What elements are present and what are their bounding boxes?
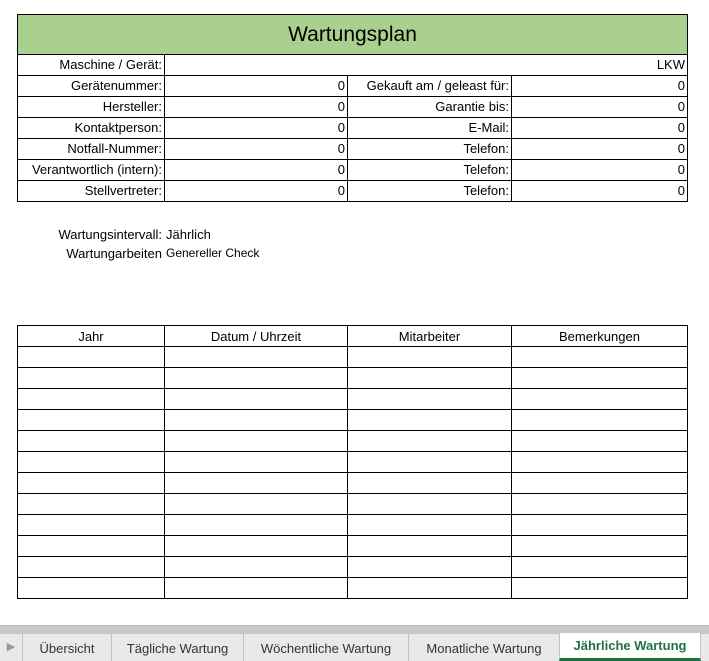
- info-left-label[interactable]: Hersteller:: [18, 97, 165, 118]
- info-left-label[interactable]: Gerätenummer:: [18, 76, 165, 97]
- log-cell[interactable]: [18, 410, 165, 431]
- log-row: [18, 494, 688, 515]
- log-cell[interactable]: [512, 557, 688, 578]
- log-row: [18, 578, 688, 599]
- info-row: [18, 97, 688, 118]
- info-left-label[interactable]: Verantwortlich (intern):: [18, 160, 165, 181]
- log-cell[interactable]: [348, 494, 512, 515]
- tasks-value[interactable]: Genereller Check: [166, 246, 260, 260]
- log-row: [18, 368, 688, 389]
- tab-uebersicht[interactable]: Übersicht: [22, 634, 111, 661]
- info-left-value[interactable]: 0: [165, 76, 348, 97]
- info-right-value[interactable]: 0: [512, 139, 688, 160]
- log-row: [18, 431, 688, 452]
- info-left-label[interactable]: Stellvertreter:: [18, 181, 165, 202]
- log-cell[interactable]: [165, 473, 348, 494]
- log-row: [18, 452, 688, 473]
- info-left-value[interactable]: 0: [165, 139, 348, 160]
- log-cell[interactable]: [18, 389, 165, 410]
- log-cell[interactable]: [165, 347, 348, 368]
- info-right-label[interactable]: Telefon:: [348, 181, 512, 202]
- tab-woechentliche-wartung[interactable]: Wöchentliche Wartung: [243, 634, 408, 661]
- info-right-value[interactable]: 0: [512, 181, 688, 202]
- log-cell[interactable]: [512, 389, 688, 410]
- interval-value[interactable]: Jährlich: [166, 227, 211, 242]
- sheet-title[interactable]: Wartungsplan: [18, 15, 688, 55]
- log-cell[interactable]: [512, 410, 688, 431]
- log-cell[interactable]: [165, 389, 348, 410]
- info-row: [18, 76, 688, 97]
- log-cell[interactable]: [165, 431, 348, 452]
- log-cell[interactable]: [18, 557, 165, 578]
- tab-jaehrliche-wartung[interactable]: Jährliche Wartung: [559, 633, 701, 661]
- log-cell[interactable]: [348, 431, 512, 452]
- info-row: [18, 139, 688, 160]
- log-cell[interactable]: [348, 389, 512, 410]
- log-cell[interactable]: [348, 410, 512, 431]
- info-row: [18, 118, 688, 139]
- log-cell[interactable]: [348, 536, 512, 557]
- log-header-cell[interactable]: Mitarbeiter: [348, 326, 512, 347]
- log-cell[interactable]: [165, 410, 348, 431]
- log-row: [18, 515, 688, 536]
- info-right-label[interactable]: Telefon:: [348, 160, 512, 181]
- info-left-value[interactable]: 0: [165, 97, 348, 118]
- info-right-value[interactable]: 0: [512, 76, 688, 97]
- info-left-value[interactable]: 0: [165, 181, 348, 202]
- info-right-value[interactable]: 0: [512, 118, 688, 139]
- log-cell[interactable]: [18, 368, 165, 389]
- info-left-label[interactable]: Kontaktperson:: [18, 118, 165, 139]
- log-cell[interactable]: [18, 494, 165, 515]
- log-cell[interactable]: [18, 347, 165, 368]
- tasks-label[interactable]: Wartungarbeiten: [66, 246, 162, 261]
- log-row: [18, 347, 688, 368]
- log-cell[interactable]: [512, 515, 688, 536]
- log-header-cell[interactable]: Datum / Uhrzeit: [165, 326, 348, 347]
- log-row: [18, 536, 688, 557]
- info-right-value[interactable]: 0: [512, 160, 688, 181]
- log-cell[interactable]: [18, 452, 165, 473]
- info-right-label[interactable]: Garantie bis:: [348, 97, 512, 118]
- log-cell[interactable]: [348, 515, 512, 536]
- info-right-value[interactable]: 0: [512, 97, 688, 118]
- log-row: [18, 557, 688, 578]
- log-cell[interactable]: [348, 368, 512, 389]
- horizontal-scroll-strip[interactable]: [0, 625, 709, 633]
- info-right-label[interactable]: Gekauft am / geleast für:: [348, 76, 512, 97]
- log-cell[interactable]: [348, 473, 512, 494]
- triangle-right-icon[interactable]: ▶: [6, 641, 16, 653]
- machine-value[interactable]: LKW: [165, 55, 688, 76]
- log-cell[interactable]: [348, 452, 512, 473]
- machine-row: [18, 55, 688, 76]
- equipment-info-table: [17, 14, 688, 202]
- log-cell[interactable]: [512, 536, 688, 557]
- log-cell[interactable]: [165, 578, 348, 599]
- interval-label[interactable]: Wartungsintervall:: [58, 227, 162, 242]
- info-row: [18, 160, 688, 181]
- log-cell[interactable]: [512, 452, 688, 473]
- info-right-label[interactable]: E-Mail:: [348, 118, 512, 139]
- info-left-value[interactable]: 0: [165, 118, 348, 139]
- log-body: [18, 347, 688, 599]
- log-header-row: [18, 326, 688, 347]
- log-cell[interactable]: [512, 431, 688, 452]
- tab-taegliche-wartung[interactable]: Tägliche Wartung: [111, 634, 243, 661]
- log-cell[interactable]: [512, 494, 688, 515]
- log-cell[interactable]: [512, 578, 688, 599]
- log-cell[interactable]: [348, 347, 512, 368]
- maintenance-log-table: [17, 325, 688, 599]
- log-cell[interactable]: [512, 347, 688, 368]
- log-cell[interactable]: [165, 557, 348, 578]
- info-right-label[interactable]: Telefon:: [348, 139, 512, 160]
- info-left-label[interactable]: Notfall-Nummer:: [18, 139, 165, 160]
- log-cell[interactable]: [165, 368, 348, 389]
- info-row: [18, 181, 688, 202]
- machine-label[interactable]: Maschine / Gerät:: [18, 55, 165, 76]
- log-cell[interactable]: [18, 578, 165, 599]
- log-row: [18, 410, 688, 431]
- log-cell[interactable]: [165, 515, 348, 536]
- log-cell[interactable]: [165, 494, 348, 515]
- sheet-tab-bar: [0, 633, 709, 661]
- log-cell[interactable]: [348, 557, 512, 578]
- log-cell[interactable]: [348, 578, 512, 599]
- log-cell[interactable]: [18, 515, 165, 536]
- log-cell[interactable]: [18, 536, 165, 557]
- log-cell[interactable]: [165, 452, 348, 473]
- log-cell[interactable]: [512, 368, 688, 389]
- log-header-cell[interactable]: Jahr: [18, 326, 165, 347]
- info-left-value[interactable]: 0: [165, 160, 348, 181]
- log-header-cell[interactable]: Bemerkungen: [512, 326, 688, 347]
- tab-monatliche-wartung[interactable]: Monatliche Wartung: [408, 634, 559, 661]
- log-cell[interactable]: [18, 431, 165, 452]
- log-cell[interactable]: [512, 473, 688, 494]
- log-cell[interactable]: [18, 473, 165, 494]
- log-row: [18, 389, 688, 410]
- log-cell[interactable]: [165, 536, 348, 557]
- log-row: [18, 473, 688, 494]
